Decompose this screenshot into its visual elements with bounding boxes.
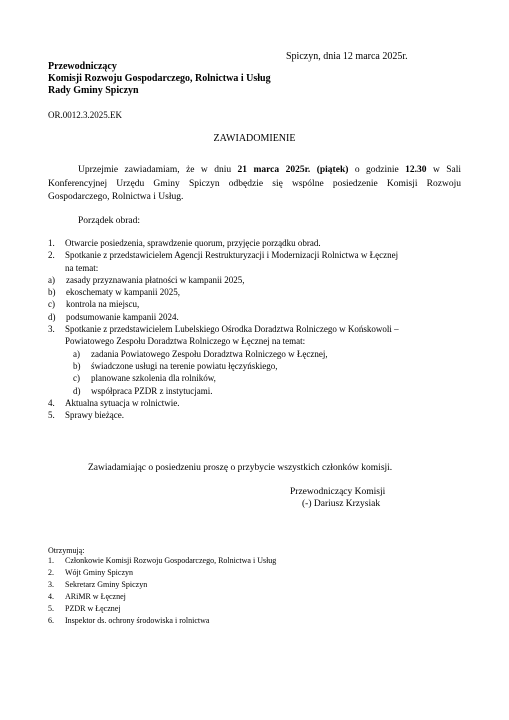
sub-text: planowane szkolenia dla rolników,	[91, 373, 216, 384]
intro-text-3: w Sali Konferencyjnej Urzędu Gminy Spiczyn odbędzie się wspólne posiedzenie Komisji Rozwoju Gospodarczego, Rolnictwa i Usług.	[48, 165, 462, 202]
agenda-item-5	[48, 409, 399, 421]
agenda-number: 5.	[48, 410, 55, 421]
document-date: Spiczyn, dnia 12 marca 2025r.	[286, 51, 408, 62]
sub-marker: d)	[48, 311, 56, 322]
recipients-list	[48, 555, 276, 627]
sub-text: współpraca PZDR z instytucjami.	[91, 385, 213, 396]
sub-text: zadania Powiatowego Zespołu Doradztwa Rolniczego w Łęcznej,	[91, 348, 328, 359]
agenda-item-3-cont: Powiatowego Zespołu Doradztwa Rolniczego w Łęcznej na temat:	[65, 336, 306, 347]
sub-marker: d)	[73, 385, 81, 396]
sub-marker: c)	[48, 299, 55, 310]
recipient-item	[48, 579, 276, 591]
agenda-subitem	[48, 274, 399, 286]
attendance-notice: Zawiadamiając o posiedzeniu proszę o przybycie wszystkich członków komisji.	[88, 463, 393, 473]
agenda-list	[48, 237, 399, 421]
agenda-text: Otwarcie posiedzenia, sprawdzenie quorum, przyjęcie porządku obrad.	[65, 238, 321, 248]
agenda-number: 2.	[48, 250, 55, 261]
document-title: ZAWIADOMIENIE	[213, 133, 296, 144]
agenda-number: 3.	[48, 324, 55, 335]
meeting-date: 21 marca 2025r. (piątek)	[237, 165, 349, 175]
recipient-item	[48, 567, 276, 579]
recipient-number: 3.	[48, 580, 54, 589]
agenda-text: Spotkanie z przedstawicielem Agencji Restrukturyzacji i Modernizacji Rolnictwa w Łęcznej	[65, 250, 399, 261]
recipient-text: Członkowie Komisji Rozwoju Gospodarczego, Rolnictwa i Usług	[65, 556, 277, 565]
sub-marker: a)	[48, 274, 55, 285]
agenda-subitem	[48, 385, 399, 397]
agenda-item-1	[48, 237, 399, 249]
agenda-text: Sprawy bieżące.	[65, 410, 124, 421]
agenda-subitem	[48, 348, 399, 360]
sub-text: kontrola na miejscu,	[66, 299, 140, 310]
sub-text: podsumowanie kampanii 2024.	[66, 311, 179, 322]
recipient-item	[48, 591, 276, 603]
recipient-text: Wójt Gminy Spiczyn	[65, 568, 133, 577]
recipient-item	[48, 615, 276, 627]
recipient-number: 6.	[48, 616, 54, 625]
recipient-item	[48, 603, 276, 615]
agenda-item-2	[48, 249, 399, 261]
agenda-subitem	[48, 311, 399, 323]
sub-marker: c)	[73, 373, 80, 384]
intro-text-1: Uprzejmie zawiadamiam, że w dniu	[78, 165, 238, 175]
agenda-subitem	[48, 360, 399, 372]
signature-role: Przewodniczący Komisji	[290, 487, 386, 497]
recipient-number: 1.	[48, 556, 54, 565]
recipient-text: Sekretarz Gminy Spiczyn	[65, 580, 148, 589]
agenda-item-4	[48, 397, 399, 409]
agenda-text: Spotkanie z przedstawicielem Lubelskiego Ośrodka Doradztwa Rolniczego w Końskowoli –	[65, 324, 399, 335]
agenda-subitem	[48, 286, 399, 298]
recipient-text: ARiMR w Łęcznej	[65, 592, 126, 601]
agenda-title: Porządek obrad:	[78, 216, 140, 226]
sub-text: świadczone usługi na terenie powiatu łęczyńskiego,	[91, 360, 278, 371]
reference-number: OR.0012.3.2025.EK	[48, 110, 122, 120]
agenda-number: 1.	[48, 238, 55, 248]
sub-text: zasady przyznawania płatności w kampanii 2025,	[66, 274, 245, 285]
recipients-title: Otrzymują:	[48, 546, 85, 555]
intro-text-2: o godzinie	[348, 165, 406, 175]
sub-marker: b)	[73, 360, 81, 371]
recipient-number: 2.	[48, 568, 54, 577]
sender-committee: Komisji Rozwoju Gospodarczego, Rolnictwa i Usług	[48, 73, 271, 84]
agenda-subitem	[48, 298, 399, 310]
agenda-text: Aktualna sytuacja w rolnictwie.	[65, 397, 180, 408]
sub-marker: b)	[48, 287, 56, 298]
recipient-text: Inspektor ds. ochrony środowiska i rolnictwa	[65, 616, 210, 625]
agenda-subitem	[48, 372, 399, 384]
signature-name: (-) Dariusz Krzysiak	[302, 499, 381, 509]
recipient-number: 4.	[48, 592, 54, 601]
sender-council: Rady Gminy Spiczyn	[48, 85, 139, 96]
meeting-time: 12.30	[405, 165, 427, 175]
recipient-text: PZDR w Łęcznej	[65, 604, 121, 613]
agenda-item-3	[48, 323, 399, 335]
recipient-item	[48, 555, 276, 567]
agenda-item-2-cont: na temat:	[65, 262, 99, 273]
sub-text: ekoschematy w kampanii 2025,	[66, 287, 180, 298]
recipient-number: 5.	[48, 604, 54, 613]
sender-title: Przewodniczący	[48, 61, 117, 72]
intro-paragraph	[48, 164, 461, 205]
sub-marker: a)	[73, 348, 80, 359]
agenda-number: 4.	[48, 397, 55, 408]
